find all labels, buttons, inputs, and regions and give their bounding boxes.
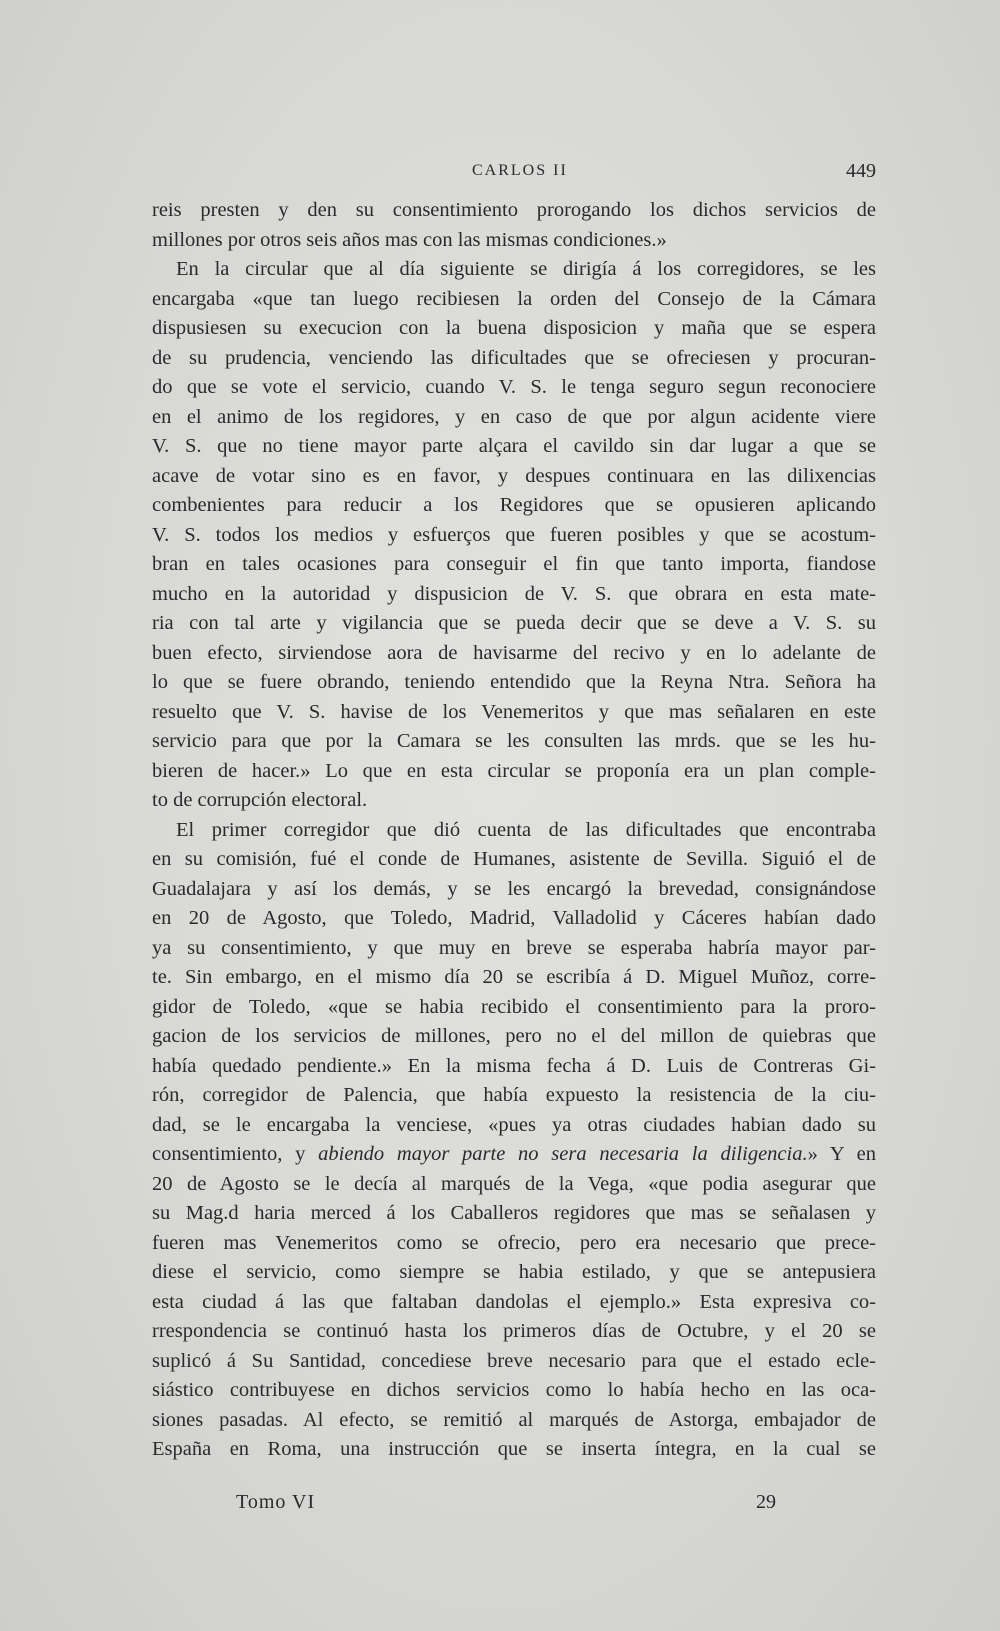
text-line <box>152 757 876 787</box>
volume-label: Tomo VI <box>236 1491 316 1513</box>
line-text: millones por otros seis años mas con las mismas condiciones.» <box>152 228 667 251</box>
text-line <box>152 580 876 610</box>
line-text: rrespondencia se continuó hasta los primeros días de Octubre, y el 20 se <box>152 1320 876 1342</box>
text-line <box>152 1376 876 1406</box>
line-text: V. S. todos los medios y esfuerços que fueren posibles y que se acostum- <box>152 523 876 546</box>
text-line <box>152 226 876 256</box>
text-line <box>152 1435 876 1465</box>
text-line <box>152 609 876 639</box>
text-line <box>152 1406 876 1436</box>
line-text: suplicó á Su Santidad, concediese breve necesario para que el estado ecle- <box>152 1349 876 1372</box>
text-line <box>152 845 876 875</box>
line-text: combenientes para reducir a los Regidores que se opusieren aplicando <box>152 494 876 516</box>
line-text: rón, corregidor de Palencia, que había expuesto la resistencia de la ciu- <box>152 1084 876 1106</box>
text-line <box>152 432 876 462</box>
text-line <box>152 1022 876 1052</box>
line-text: servicio para que por la Camara se les consulten las mrds. que se les hu- <box>152 730 876 752</box>
line-text: lo que se fuere obrando, teniendo entendido que la Reyna Ntra. Señora ha <box>152 671 876 693</box>
line-text: ria con tal arte y vigilancia que se pueda decir que se deve a V. S. su <box>152 612 876 634</box>
text-line <box>152 727 876 757</box>
text-line <box>152 1199 876 1229</box>
line-text: gidor de Toledo, «que se habia recibido el consentimiento para la proro- <box>152 995 876 1018</box>
line-italic: abiendo mayor parte no sera necesaria la diligencia. <box>318 1143 808 1165</box>
body-text <box>152 196 876 1465</box>
text-line <box>152 1258 876 1288</box>
line-text: resuelto que V. S. havise de los Venemeritos y que mas señalaren en este <box>152 700 876 723</box>
text-line <box>152 786 876 816</box>
text-line <box>152 1288 876 1318</box>
line-text: siástico contribuyese en dichos servicios como lo había hecho en las oca- <box>152 1379 876 1401</box>
text-line <box>152 963 876 993</box>
line-text: bieren de hacer.» Lo que en esta circular se proponía era un plan comple- <box>152 759 876 782</box>
line-text: encargaba «que tan luego recibiesen la orden del Consejo de la Cámara <box>152 287 876 310</box>
line-text: 20 de Agosto se le decía al marqués de la Vega, «que podia asegurar que <box>152 1172 876 1195</box>
line-text: En la circular que al día siguiente se dirigía á los corregidores, se les <box>176 258 876 280</box>
line-text: te. Sin embargo, en el mismo día 20 se escribía á D. Miguel Muñoz, corre- <box>152 966 876 988</box>
text-line <box>152 934 876 964</box>
text-line <box>152 373 876 403</box>
line-text: de su prudencia, venciendo las dificultades que se ofreciesen y procuran- <box>152 346 876 369</box>
line-text-after: » Y en <box>807 1143 876 1165</box>
text-line <box>152 403 876 433</box>
text-line <box>152 1317 876 1347</box>
text-line <box>152 1111 876 1141</box>
page-number: 449 <box>846 160 876 182</box>
text-line <box>152 1229 876 1259</box>
text-line <box>152 1170 876 1200</box>
text-line <box>152 550 876 580</box>
text-line <box>152 639 876 669</box>
line-text: gacion de los servicios de millones, pero no el del millon de quiebras que <box>152 1025 876 1047</box>
text-line <box>152 1081 876 1111</box>
text-line <box>152 993 876 1023</box>
line-text: esta ciudad á las que faltaban dandolas el ejemplo.» Esta expresiva co- <box>152 1290 876 1313</box>
signature-mark: 29 <box>756 1491 776 1513</box>
text-line <box>152 462 876 492</box>
line-text: dad, se le encargaba la venciese, «pues ya otras ciudades habian dado su <box>152 1113 876 1136</box>
line-text: consentimiento, y <box>152 1143 319 1165</box>
text-line <box>152 1347 876 1377</box>
page-footer <box>236 1491 776 1519</box>
line-text: en su comisión, fué el conde de Humanes, asistente de Sevilla. Siguió el de <box>152 848 876 870</box>
text-line <box>152 314 876 344</box>
line-text: su Mag.d haria merced á los Caballeros regidores que mas se señalasen y <box>152 1202 876 1224</box>
line-text: mucho en la autoridad y dispusicion de V. S. que obrara en esta mate- <box>152 582 876 605</box>
line-text: fueren mas Venemeritos como se ofrecio, pero era necesario que prece- <box>152 1231 876 1254</box>
line-text: V. S. que no tiene mayor parte alçara el cavildo sin dar lugar a que se <box>152 435 876 457</box>
text-line <box>152 344 876 374</box>
line-text: siones pasadas. Al efecto, se remitió al marqués de Astorga, embajador de <box>152 1408 876 1431</box>
line-text: do que se vote el servicio, cuando V. S. le tenga seguro segun reconociere <box>152 376 876 398</box>
line-text: reis presten y den su consentimiento prorogando los dichos servicios de <box>152 199 876 221</box>
line-text: dispusiesen su execucion con la buena disposicion y maña que se espera <box>152 317 876 339</box>
line-text: El primer corregidor que dió cuenta de las dificultades que encontraba <box>176 818 876 841</box>
page-header <box>152 162 876 186</box>
text-line <box>152 668 876 698</box>
line-text: diese el servicio, como siempre se habia estilado, y que se antepusiera <box>152 1261 876 1283</box>
text-line <box>152 491 876 521</box>
text-line <box>152 285 876 315</box>
line-text: buen efecto, sirviendose aora de havisarme del recivo y en lo adelante de <box>152 641 876 664</box>
line-text: España en Roma, una instrucción que se inserta íntegra, en la cual se <box>152 1438 876 1460</box>
text-line <box>152 816 876 846</box>
text-line <box>152 698 876 728</box>
text-line <box>152 196 876 226</box>
line-text: en 20 de Agosto, que Toledo, Madrid, Valladolid y Cáceres habían dado <box>152 907 876 929</box>
text-line <box>152 1052 876 1082</box>
line-text: en el animo de los regidores, y en caso de que por algun acidente viere <box>152 405 876 428</box>
running-title: CARLOS II <box>472 162 568 179</box>
line-text: había quedado pendiente.» En la misma fecha á D. Luis de Contreras Gi- <box>152 1054 876 1077</box>
line-text: bran en tales ocasiones para conseguir el fin que tanto importa, fiandose <box>152 553 876 575</box>
line-text: to de corrupción electoral. <box>152 789 368 811</box>
text-line <box>152 1140 876 1170</box>
text-line <box>152 904 876 934</box>
line-text: ya su consentimiento, y que muy en breve se esperaba habría mayor par- <box>152 936 876 959</box>
line-text: acave de votar sino es en favor, y despues continuara en las dilixencias <box>152 464 876 487</box>
text-line <box>152 255 876 285</box>
text-line <box>152 875 876 905</box>
line-text: Guadalajara y así los demás, y se les encargó la brevedad, consignándose <box>152 877 876 900</box>
text-line <box>152 521 876 551</box>
